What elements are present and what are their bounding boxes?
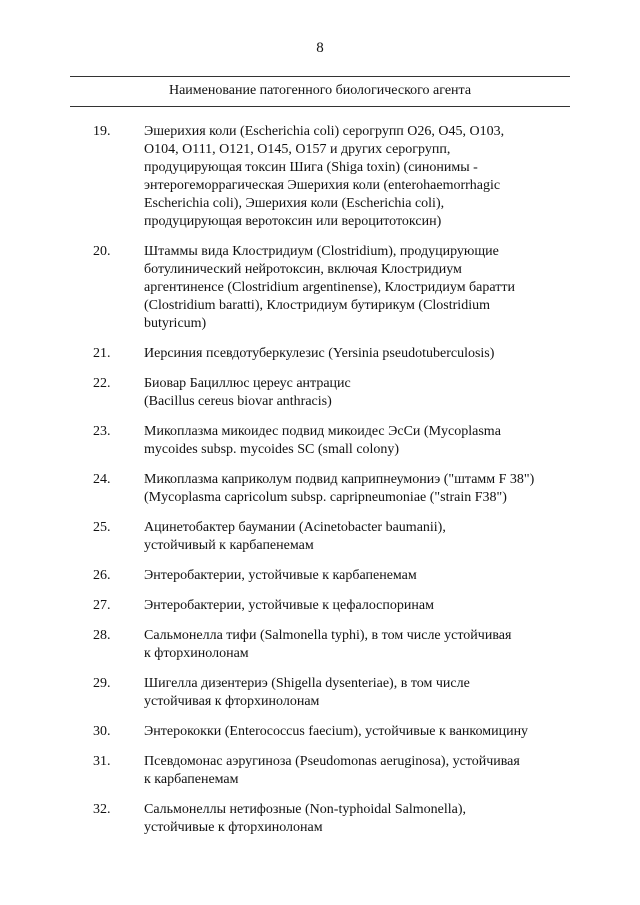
entry-number: 19. bbox=[93, 124, 111, 139]
column-header: Наименование патогенного биологического агента bbox=[168, 83, 472, 98]
entry-text: Энтеробактерии, устойчивые к карбапенемам bbox=[144, 568, 417, 583]
entry-text: Иерсиния псевдотуберкулезис (Yersinia pseudotuberculosis) bbox=[144, 346, 495, 361]
list-item bbox=[0, 345, 640, 363]
list-item bbox=[0, 375, 640, 411]
list-item bbox=[0, 675, 640, 711]
entry-number: 23. bbox=[93, 424, 111, 439]
entry-text: Шигелла дизентериэ (Shigella dysenteriae), в том числе устойчивая к фторхинолонам bbox=[144, 676, 470, 709]
entry-text: Микоплазма микоидес подвид микоидес ЭсСи (Mycoplasma mycoides subsp. mycoides SC (small colony) bbox=[144, 424, 501, 457]
list-item bbox=[0, 567, 640, 585]
entry-number: 30. bbox=[93, 724, 111, 739]
entry-number: 20. bbox=[93, 244, 111, 259]
entry-number: 26. bbox=[93, 568, 111, 583]
entry-text: Ацинетобактер баумании (Acinetobacter baumanii), устойчивый к карбапенемам bbox=[144, 520, 446, 553]
entry-number: 22. bbox=[93, 376, 111, 391]
entry-number: 24. bbox=[93, 472, 111, 487]
entry-text: Сальмонелла тифи (Salmonella typhi), в том числе устойчивая к фторхинолонам bbox=[144, 628, 512, 661]
list-item bbox=[0, 597, 640, 615]
list-item bbox=[0, 723, 640, 741]
list-item bbox=[0, 519, 640, 555]
entry-text: Энтеробактерии, устойчивые к цефалоспоринам bbox=[144, 598, 434, 613]
list-item bbox=[0, 801, 640, 837]
entry-text: Биовар Бациллюс цереус антрацис (Bacillus cereus biovar anthracis) bbox=[144, 376, 351, 409]
list-item bbox=[0, 423, 640, 459]
entry-number: 29. bbox=[93, 676, 111, 691]
entry-text: Эшерихия коли (Escherichia coli) серогрупп O26, O45, O103, O104, O111, O121, O145, O157 и других серогрупп, продуцирующая токсин Шига (Shiga toxin) (синонимы - энтерогеморрагическая Эшерихия коли (enterohaemorrhagic Escherichia coli), Эшерихия коли (Escherichia coli), продуцирующая веротоксин или вероцитотоксин) bbox=[144, 124, 505, 229]
entry-number: 21. bbox=[93, 346, 111, 361]
entry-text: Псевдомонас аэругиноза (Pseudomonas aeruginosa), устойчивая к карбапенемам bbox=[144, 754, 520, 787]
entry-text: Микоплазма каприколум подвид каприпнеумониэ ("штамм F 38") (Mycoplasma capricolum subsp. capripneumoniae ("strain F38") bbox=[144, 472, 535, 505]
list-item bbox=[0, 471, 640, 507]
header-top-rule bbox=[70, 76, 570, 77]
entry-number: 27. bbox=[93, 598, 111, 613]
entry-text: Штаммы вида Клостридиум (Clostridium), продуцирующие ботулинический нейротоксин, включая Клостридиум аргентиненсе (Clostridium argentinense), Клостридиум баратти (Clostridium baratti), Клостридиум бутирикум (Clostridium butyricum) bbox=[144, 244, 515, 331]
entry-number: 25. bbox=[93, 520, 111, 535]
list-item bbox=[0, 123, 640, 231]
entry-number: 28. bbox=[93, 628, 111, 643]
list-item bbox=[0, 627, 640, 663]
header-bottom-rule bbox=[70, 106, 570, 107]
page-number: 8 bbox=[316, 40, 324, 56]
entry-number: 31. bbox=[93, 754, 111, 769]
list-item bbox=[0, 753, 640, 789]
entry-number: 32. bbox=[93, 802, 111, 817]
entry-text: Сальмонеллы нетифозные (Non-typhoidal Salmonella), устойчивые к фторхинолонам bbox=[144, 802, 466, 835]
entry-list bbox=[0, 123, 640, 849]
list-item bbox=[0, 243, 640, 333]
entry-text: Энтерококки (Enterococcus faecium), устойчивые к ванкомицину bbox=[144, 724, 529, 739]
